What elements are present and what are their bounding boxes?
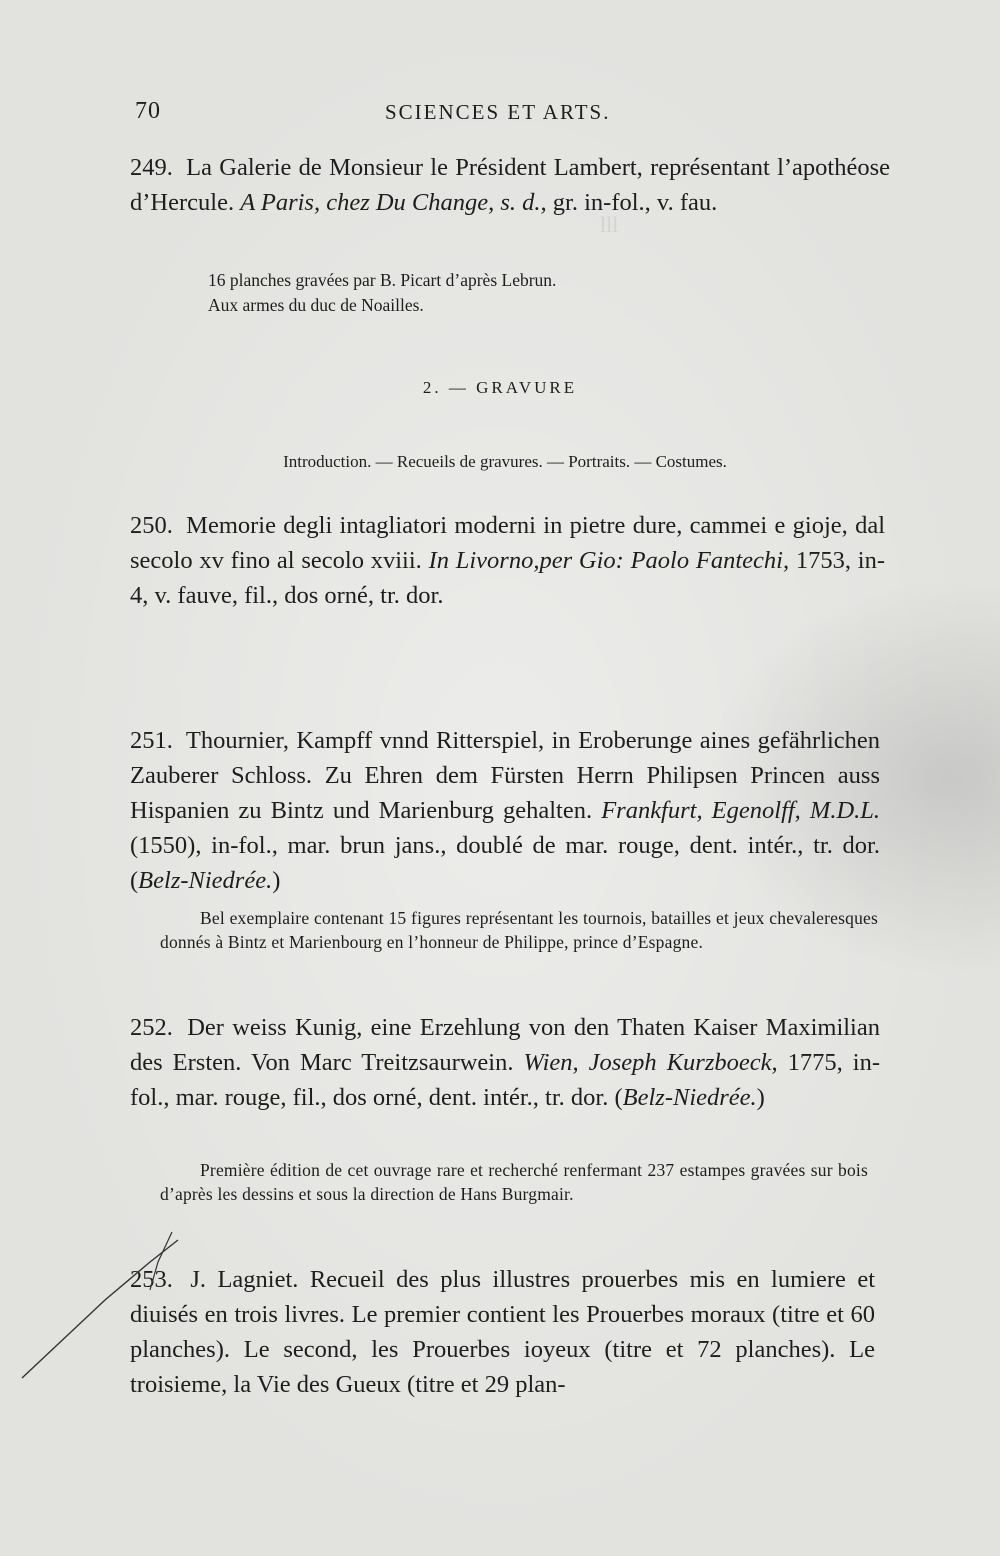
entry-number: 249. — [130, 154, 173, 181]
entry-title: Der weiss Kunig, eine Erzehlung von den Thaten Kaiser Maximilian des Ersten. Von Marc Treitzsaurwein. — [130, 1014, 880, 1076]
entry-closing: ) — [272, 867, 281, 894]
entry-provenance: Belz-Niedrée. — [622, 1084, 757, 1111]
entry-description: 1753, in-4, v. fauve, fil., dos orné, tr. dor. — [130, 547, 886, 609]
note-line: Aux armes du duc de Noailles. — [208, 295, 424, 315]
entry-title: Memorie degli intagliatori moderni in pietre dure, cammei e gioje, dal secolo xv fino al secolo xviii. — [130, 512, 885, 574]
entry-imprint: In Livorno,per Gio: Paolo Fantechi, — [428, 547, 790, 574]
entry-number: 251. — [130, 727, 173, 754]
entry-imprint: Frankfurt, Egenolff, M.D.L. — [601, 797, 881, 824]
entry-number: 253. — [130, 1266, 173, 1293]
entry-provenance: Belz-Niedrée. — [138, 867, 273, 894]
entry-number: 250. — [130, 512, 173, 539]
entry-title: La Galerie de Monsieur le Président Lambert, représentant l’apothéose d’Hercule. — [130, 154, 891, 216]
entry-description: 1775, in-fol., mar. rouge, fil., dos orné, dent. intér., tr. dor. ( — [130, 1049, 881, 1111]
entry-imprint: A Paris, chez Du Change, s. d., — [240, 189, 547, 216]
entry-imprint: Wien, Joseph Kurzboeck, — [523, 1049, 778, 1076]
entry-number: 252. — [130, 1014, 173, 1041]
running-title: SCIENCES ET ARTS. — [385, 100, 611, 124]
section-subtitle: Introduction. — Recueils de gravures. — Portraits. — Costumes. — [283, 452, 727, 471]
entry-closing: ) — [756, 1084, 765, 1111]
note-line: 16 planches gravées par B. Picart d’après Lebrun. — [208, 270, 557, 290]
entry-note-251: Bel exemplaire contenant 15 figures représentant les tournois, batailles et jeux chevaleresques donnés à Bintz et Marienbourg en l’honneur de Philippe, prince d’Espagne. — [160, 908, 878, 952]
entry-description: (1550), in-fol., mar. brun jans., doublé de mar. rouge, dent. intér., tr. dor. ( — [130, 832, 880, 894]
section-title: 2. — GRAVURE — [422, 378, 578, 397]
entry-description: gr. in-fol., v. fau. — [552, 189, 718, 216]
entry-title: Thournier, Kampff vnnd Ritterspiel, in Eroberunge aines gefährlichen Zauberer Schloss. Zu Ehren dem Fürsten Herrn Philipsen Princen auss Hispanien zu Bintz und Marienburg gehalten. — [130, 727, 880, 824]
show-through-text: lll — [600, 212, 619, 237]
page-number: 70 — [135, 98, 161, 124]
entry-title: J. Lagniet. Recueil des plus illustres prouerbes mis en lumiere et diuisés en trois livres. Le premier contient les Prouerbes moraux (titre et 60 planches). Le second, les Prouerbes ioyeux (titre et 72 planches). Le troisieme, la Vie des Gueux (titre et 29 plan- — [130, 1266, 875, 1398]
entry-note-252: Première édition de cet ouvrage rare et recherché renfermant 237 estampes gravées sur bois d’après les dessins et sous la direction de Hans Burgmair. — [160, 1160, 868, 1204]
